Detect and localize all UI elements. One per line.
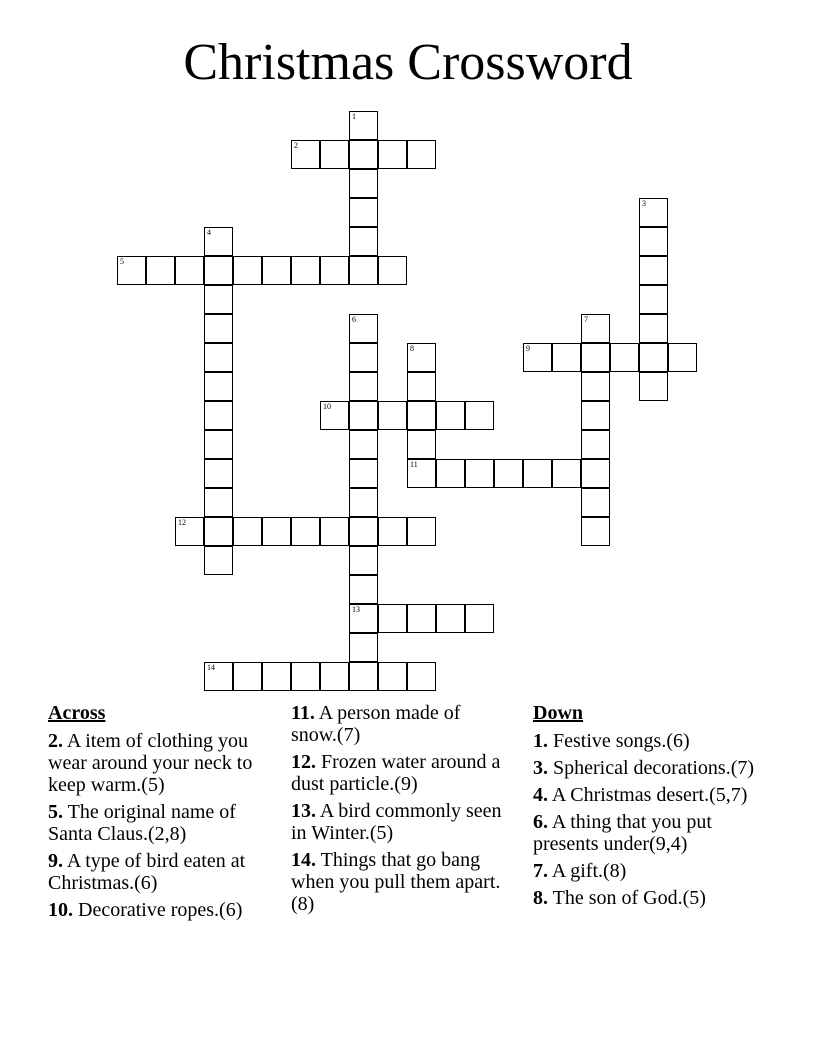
- grid-cell[interactable]: [204, 256, 233, 285]
- grid-cell[interactable]: [378, 517, 407, 546]
- grid-cell[interactable]: [204, 430, 233, 459]
- grid-cell[interactable]: [349, 488, 378, 517]
- clue-number: 10: [323, 402, 331, 411]
- clue-number: 9: [526, 344, 530, 353]
- grid-cell[interactable]: [378, 401, 407, 430]
- clue-number: 8: [410, 344, 414, 353]
- clue-down-1: 1. Festive songs.(6): [533, 730, 690, 752]
- grid-cell[interactable]: [262, 256, 291, 285]
- grid-cell[interactable]: [639, 343, 668, 372]
- grid-cell[interactable]: [349, 546, 378, 575]
- clue-number: 12: [178, 518, 186, 527]
- clue-number: 7: [584, 315, 588, 324]
- across-clues-column-2: [291, 702, 503, 920]
- grid-cell[interactable]: [349, 372, 378, 401]
- clue-across-5: 5. The original name of Santa Claus.(2,8): [48, 801, 236, 845]
- grid-cell[interactable]: [407, 662, 436, 691]
- grid-cell[interactable]: [552, 343, 581, 372]
- grid-cell[interactable]: [639, 256, 668, 285]
- clue-number: 1: [352, 112, 356, 121]
- clue-across-12: 12. Frozen water around a dust particle.(9): [291, 751, 501, 795]
- clue-down-4: 4. A Christmas desert.(5,7): [533, 784, 748, 806]
- grid-cell[interactable]: [349, 169, 378, 198]
- grid-cell[interactable]: [204, 546, 233, 575]
- clue-number: 13: [352, 605, 360, 614]
- grid-cell[interactable]: [581, 459, 610, 488]
- grid-cell[interactable]: [262, 517, 291, 546]
- grid-cell[interactable]: [581, 314, 610, 343]
- grid-cell[interactable]: [320, 517, 349, 546]
- grid-cell[interactable]: [320, 662, 349, 691]
- clue-number: 3: [642, 199, 646, 208]
- grid-cell[interactable]: [436, 401, 465, 430]
- grid-cell[interactable]: [204, 343, 233, 372]
- grid-cell[interactable]: [436, 459, 465, 488]
- grid-cell[interactable]: [204, 401, 233, 430]
- grid-cell[interactable]: [204, 285, 233, 314]
- grid-cell[interactable]: [639, 198, 668, 227]
- grid-cell[interactable]: [349, 517, 378, 546]
- grid-cell[interactable]: [291, 256, 320, 285]
- grid-cell[interactable]: [436, 604, 465, 633]
- grid-cell[interactable]: [349, 111, 378, 140]
- clue-across-2: 2. A item of clothing you wear around your neck to keep warm.(5): [48, 730, 253, 796]
- grid-cell[interactable]: [581, 372, 610, 401]
- grid-cell[interactable]: [349, 662, 378, 691]
- grid-cell[interactable]: [349, 604, 378, 633]
- grid-cell[interactable]: [349, 256, 378, 285]
- grid-cell[interactable]: [175, 517, 204, 546]
- grid-cell[interactable]: [291, 517, 320, 546]
- grid-cell[interactable]: [349, 430, 378, 459]
- grid-cell[interactable]: [465, 459, 494, 488]
- grid-cell[interactable]: [581, 430, 610, 459]
- grid-cell[interactable]: [291, 662, 320, 691]
- grid-cell[interactable]: [407, 430, 436, 459]
- grid-cell[interactable]: [668, 343, 697, 372]
- grid-cell[interactable]: [204, 372, 233, 401]
- clue-across-14: 14. Things that go bang when you pull them apart.(8): [291, 849, 501, 915]
- grid-cell[interactable]: [465, 604, 494, 633]
- grid-cell[interactable]: [581, 401, 610, 430]
- grid-cell[interactable]: [349, 343, 378, 372]
- grid-cell[interactable]: [552, 459, 581, 488]
- grid-cell[interactable]: [407, 372, 436, 401]
- grid-cell[interactable]: [204, 227, 233, 256]
- grid-cell[interactable]: [146, 256, 175, 285]
- grid-cell[interactable]: [349, 314, 378, 343]
- grid-cell[interactable]: [639, 285, 668, 314]
- clue-down-3: 3. Spherical decorations.(7): [533, 757, 755, 779]
- grid-cell[interactable]: [581, 488, 610, 517]
- grid-cell[interactable]: [523, 343, 552, 372]
- grid-cell[interactable]: [349, 140, 378, 169]
- grid-cell[interactable]: [610, 343, 639, 372]
- grid-cell[interactable]: [581, 517, 610, 546]
- clue-number: 11: [410, 460, 418, 469]
- grid-cell[interactable]: [407, 517, 436, 546]
- grid-cell[interactable]: [407, 459, 436, 488]
- grid-cell[interactable]: [233, 256, 262, 285]
- grid-cell[interactable]: [349, 575, 378, 604]
- grid-cell[interactable]: [407, 401, 436, 430]
- clue-across-9: 9. A type of bird eaten at Christmas.(6): [48, 850, 246, 894]
- grid-cell[interactable]: [639, 372, 668, 401]
- grid-cell[interactable]: [581, 343, 610, 372]
- grid-cell[interactable]: [349, 633, 378, 662]
- clue-across-11: 11. A person made of snow.(7): [291, 702, 461, 746]
- grid-cell[interactable]: [349, 459, 378, 488]
- grid-cell[interactable]: [204, 488, 233, 517]
- clue-number: 5: [120, 257, 124, 266]
- grid-cell[interactable]: [378, 662, 407, 691]
- clue-number: 2: [294, 141, 298, 150]
- clue-number: 6: [352, 315, 356, 324]
- grid-cell[interactable]: [523, 459, 552, 488]
- grid-cell[interactable]: [262, 662, 291, 691]
- page-title: Christmas Crossword: [183, 34, 633, 91]
- grid-cell[interactable]: [465, 401, 494, 430]
- clue-number: 14: [207, 663, 215, 672]
- clue-number: 4: [207, 228, 211, 237]
- clue-down-6: 6. A thing that you put presents under(9,4): [533, 811, 712, 855]
- grid-cell[interactable]: [204, 517, 233, 546]
- grid-cell[interactable]: [378, 256, 407, 285]
- grid-cell[interactable]: [349, 401, 378, 430]
- across-clues-column-1: [48, 702, 263, 926]
- grid-cell[interactable]: [494, 459, 523, 488]
- grid-cell[interactable]: [639, 314, 668, 343]
- grid-cell[interactable]: [407, 604, 436, 633]
- grid-cell[interactable]: [204, 314, 233, 343]
- grid-cell[interactable]: [204, 662, 233, 691]
- grid-cell[interactable]: [407, 140, 436, 169]
- grid-cell[interactable]: [291, 140, 320, 169]
- grid-cell[interactable]: [378, 604, 407, 633]
- clue-down-7: 7. A gift.(8): [533, 860, 627, 882]
- grid-cell[interactable]: [407, 343, 436, 372]
- across-heading: Across: [48, 702, 106, 724]
- grid-cell[interactable]: [233, 662, 262, 691]
- clue-down-8: 8. The son of God.(5): [533, 887, 706, 909]
- grid-cell[interactable]: [349, 198, 378, 227]
- grid-cell[interactable]: [320, 401, 349, 430]
- grid-cell[interactable]: [378, 140, 407, 169]
- grid-cell[interactable]: [639, 227, 668, 256]
- clue-across-13: 13. A bird commonly seen in Winter.(5): [291, 800, 502, 844]
- grid-cell[interactable]: [117, 256, 146, 285]
- grid-cell[interactable]: [233, 517, 262, 546]
- clue-across-10: 10. Decorative ropes.(6): [48, 899, 243, 921]
- grid-cell[interactable]: [320, 140, 349, 169]
- down-heading: Down: [533, 702, 584, 724]
- grid-cell[interactable]: [349, 227, 378, 256]
- grid-cell[interactable]: [320, 256, 349, 285]
- grid-cell[interactable]: [175, 256, 204, 285]
- down-clues-column: [533, 702, 763, 914]
- grid-cell[interactable]: [204, 459, 233, 488]
